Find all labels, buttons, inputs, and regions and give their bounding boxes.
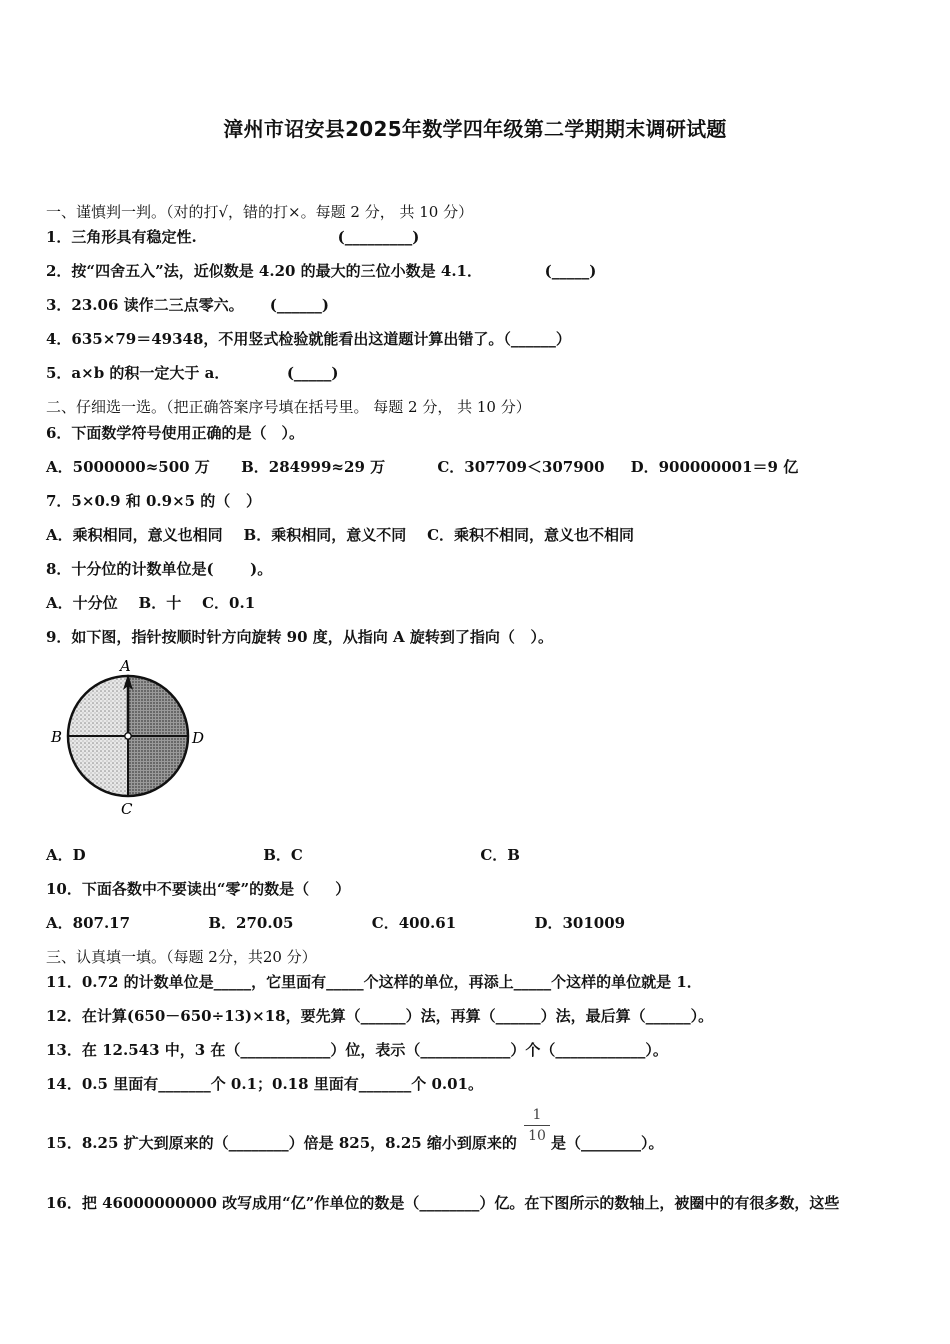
question-11: 11．0.72 的计数单位是_____，它里面有_____个这样的单位，再添上_____个这样的单位就是 1． — [46, 973, 702, 991]
question-15-tail: 是（________）。 — [551, 1134, 664, 1152]
question-6-options: A．5000000≈500 万 B．284999≈29 万 C．307709＜307900 D．900000001＝9 亿 — [46, 458, 799, 476]
fraction-one-tenth — [524, 1107, 550, 1144]
question-16: 16．把 46000000000 改写成用“亿”作单位的数是（________）亿。在下图所示的数轴上，被圈中的有很多数，这些 — [46, 1194, 840, 1212]
question-13: 13．在 12.543 中，3 在（____________）位，表示（____________）个（____________）。 — [46, 1041, 668, 1059]
question-8-options: A．十分位 B．十 C．0.1 — [46, 594, 256, 612]
section-heading-fill: 三、认真填一填。（每题 2分，共20 分） — [46, 948, 317, 966]
label-c: C — [121, 800, 133, 818]
question-10: 10．下面各数中不要读出“零”的数是（ ） — [46, 880, 351, 898]
page-title: 漳州市诏安县2025年数学四年级第二学期期末调研试题 — [223, 117, 727, 141]
fraction-numerator: 1 — [532, 1107, 542, 1123]
question-6: 6．下面数学符号使用正确的是（ ）。 — [46, 424, 304, 442]
question-14: 14．0.5 里面有_______个 0.1；0.18 里面有_______个 0.01。 — [46, 1075, 484, 1093]
question-9-options: A．D B．C C．B — [46, 846, 520, 864]
label-d: D — [192, 729, 205, 747]
section-heading-choice: 二、仔细选一选。（把正确答案序号填在括号里。 每题 2 分， 共 10 分） — [46, 398, 531, 416]
question-15: 15．8.25 扩大到原来的（________）倍是 825，8.25 缩小到原来的 — [46, 1134, 517, 1152]
question-3: 3．23.06 读作二三点零六。 (______) — [46, 296, 329, 314]
question-4: 4．635×79＝49348，不用竖式检验就能看出这道题计算出错了。（______） — [46, 330, 571, 348]
fraction-denominator: 10 — [528, 1128, 546, 1144]
question-2: 2．按“四舍五入”法，近似数是 4.20 的最大的三位小数是 4.1． (_____) — [46, 262, 597, 280]
fraction-bar — [524, 1125, 550, 1126]
question-8: 8．十分位的计数单位是( )。 — [46, 560, 273, 578]
pointer-dial-figure — [48, 654, 218, 820]
label-a: A — [120, 657, 131, 675]
label-b: B — [51, 728, 63, 746]
question-12: 12．在计算(650－650÷13)×18，要先算（______）法，再算（______）法，最后算（______）。 — [46, 1007, 714, 1025]
question-7-options: A．乘积相同，意义也相同 B．乘积相同，意义不同 C．乘积不相同，意义也不相同 — [46, 526, 635, 544]
center-pivot — [125, 733, 131, 739]
question-10-options: A．807.17 B．270.05 C．400.61 D．301009 — [46, 914, 626, 932]
section-heading-judge: 一、谨慎判一判。（对的打√，错的打×。每题 2 分， 共 10 分） — [46, 203, 474, 221]
question-1: 1．三角形具有稳定性. (_________) — [46, 228, 420, 246]
question-5: 5．a×b 的积一定大于 a． (_____) — [46, 364, 339, 382]
question-7: 7．5×0.9 和 0.9×5 的（ ） — [46, 492, 261, 510]
question-9: 9．如下图，指针按顺时针方向旋转 90 度，从指向 A 旋转到了指向（ ）。 — [46, 628, 554, 646]
